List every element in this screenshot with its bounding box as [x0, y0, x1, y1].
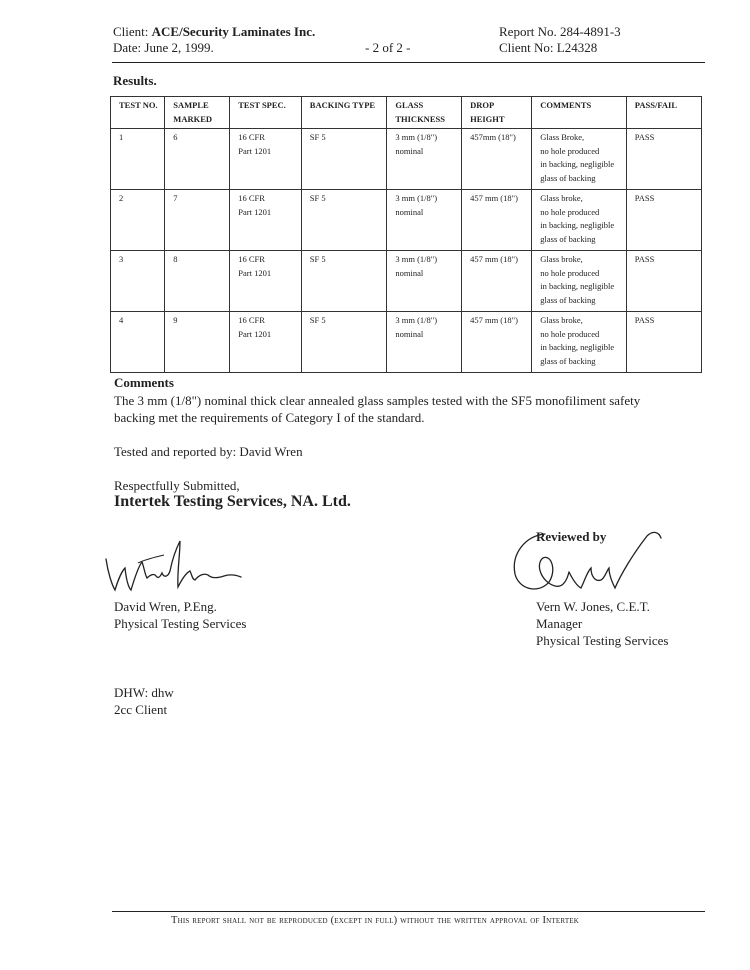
cell-text: nominal — [395, 328, 424, 339]
results-title: Results. — [113, 73, 157, 88]
column-header-text: MARKED — [173, 113, 213, 124]
page-number: - 2 of 2 - — [365, 40, 411, 55]
tested-by: Tested and reported by: David Wren — [114, 444, 303, 459]
cell-text: no hole produced — [540, 145, 600, 156]
client-label: Client: — [113, 24, 149, 39]
table-cell — [626, 190, 701, 251]
cc-line: 2cc Client — [114, 702, 168, 717]
cell-text: SF 5 — [309, 315, 326, 325]
column-header — [111, 97, 165, 129]
column-header — [462, 97, 532, 129]
cell-text: 4 — [119, 315, 124, 325]
respectfully-submitted: Respectfully Submitted, — [114, 478, 240, 493]
cell-text: 16 CFR — [238, 132, 265, 142]
right-signer-dept: Physical Testing Services — [536, 633, 669, 648]
table-cell — [165, 129, 230, 190]
cell-text: 16 CFR — [238, 254, 265, 264]
column-header — [626, 97, 701, 129]
cell-text: no hole produced — [540, 267, 600, 278]
comments-line-1: The 3 mm (1/8") nominal thick clear annealed glass samples tested with the SF5 monofiliment safety — [114, 393, 641, 408]
table-cell — [626, 129, 701, 190]
cell-text: 2 — [119, 193, 124, 203]
column-header-text: COMMENTS — [540, 100, 592, 110]
cell-text: 16 CFR — [238, 193, 265, 203]
cell-text: SF 5 — [309, 254, 326, 264]
results-body — [111, 129, 702, 373]
cell-text: glass of backing — [540, 233, 596, 244]
cell-text: Part 1201 — [238, 267, 272, 278]
table-cell — [230, 190, 302, 251]
table-cell — [387, 312, 462, 373]
cell-text: nominal — [395, 145, 424, 156]
cell-text: Part 1201 — [238, 206, 272, 217]
cell-text: in backing, negligible — [540, 220, 615, 230]
footer-rule — [112, 911, 705, 912]
table-cell — [532, 251, 627, 312]
table-cell — [532, 312, 627, 373]
table-cell — [111, 190, 165, 251]
cell-text: glass of backing — [540, 294, 596, 305]
column-header — [230, 97, 302, 129]
cell-text: nominal — [395, 267, 424, 278]
cell-text: glass of backing — [540, 172, 596, 183]
right-signer-title: Manager — [536, 616, 583, 631]
cell-text: 457 mm (18") — [470, 193, 518, 203]
cell-text: 3 mm (1/8") — [395, 193, 438, 203]
table-cell — [165, 190, 230, 251]
cell-text: Glass broke, — [540, 254, 583, 264]
cell-text: no hole produced — [540, 328, 600, 339]
cell-text: Part 1201 — [238, 328, 272, 339]
signature-david-wren — [98, 535, 248, 597]
cell-text: PASS — [634, 315, 655, 325]
cell-text: 3 mm (1/8") — [395, 315, 438, 325]
typist-initials: DHW: dhw — [114, 685, 174, 700]
cell-text: 457mm (18") — [470, 132, 516, 142]
table-cell — [387, 190, 462, 251]
table-cell — [230, 312, 302, 373]
column-header — [387, 97, 462, 129]
cell-text: nominal — [395, 206, 424, 217]
report-date: Date: June 2, 1999. — [113, 40, 214, 55]
column-header — [165, 97, 230, 129]
cell-text: SF 5 — [309, 132, 326, 142]
cell-text: PASS — [634, 132, 655, 142]
results-table — [110, 96, 702, 373]
cell-text: in backing, negligible — [540, 342, 615, 352]
table-cell — [626, 251, 701, 312]
table-row — [111, 312, 702, 373]
column-header-text: THICKNESS — [395, 113, 445, 124]
cell-text: Part 1201 — [238, 145, 272, 156]
column-header-text: DROP — [470, 100, 495, 110]
results-header-row — [111, 97, 702, 129]
table-cell — [301, 190, 387, 251]
table-cell — [532, 129, 627, 190]
cell-text: 16 CFR — [238, 315, 265, 325]
column-header-text: SAMPLE — [173, 100, 209, 110]
table-row — [111, 129, 702, 190]
table-row — [111, 251, 702, 312]
column-header-text: BACKING TYPE — [309, 100, 376, 110]
cell-text: SF 5 — [309, 193, 326, 203]
cell-text: 457 mm (18") — [470, 254, 518, 264]
table-row — [111, 190, 702, 251]
table-cell — [301, 251, 387, 312]
right-signer-name: Vern W. Jones, C.E.T. — [536, 599, 650, 614]
column-header-text: TEST SPEC. — [238, 100, 286, 110]
table-cell — [532, 190, 627, 251]
column-header-text: PASS/FAIL — [634, 100, 677, 110]
table-cell — [462, 190, 532, 251]
column-header — [532, 97, 627, 129]
table-cell — [165, 251, 230, 312]
cell-text: 9 — [173, 315, 178, 325]
cell-text: in backing, negligible — [540, 281, 615, 291]
table-cell — [111, 129, 165, 190]
cell-text: glass of backing — [540, 355, 596, 366]
table-cell — [230, 251, 302, 312]
cell-text: PASS — [634, 254, 655, 264]
table-cell — [165, 312, 230, 373]
cell-text: 1 — [119, 132, 124, 142]
left-signer-name: David Wren, P.Eng. — [114, 599, 217, 614]
footer-notice: This report shall not be reproduced (except in full) without the written approval of Intertek — [170, 915, 580, 926]
cell-text: 457 mm (18") — [470, 315, 518, 325]
cell-text: Glass broke, — [540, 193, 583, 203]
table-cell — [230, 129, 302, 190]
table-cell — [111, 312, 165, 373]
comments-line-2: backing met the requirements of Category I of the standard. — [114, 410, 425, 425]
cell-text: Glass Broke, — [540, 132, 585, 142]
company-name: Intertek Testing Services, NA. Ltd. — [114, 493, 351, 510]
cell-text: 3 — [119, 254, 124, 264]
table-cell — [462, 129, 532, 190]
cell-text: no hole produced — [540, 206, 600, 217]
table-cell — [462, 312, 532, 373]
cell-text: 6 — [173, 132, 178, 142]
left-signer-dept: Physical Testing Services — [114, 616, 247, 631]
cell-text: PASS — [634, 193, 655, 203]
table-cell — [387, 129, 462, 190]
client-number: Client No: L24328 — [499, 40, 598, 55]
cell-text: Glass broke, — [540, 315, 583, 325]
client-line — [113, 24, 315, 40]
cell-text: 7 — [173, 193, 178, 203]
table-cell — [111, 251, 165, 312]
reviewed-by: Reviewed by — [536, 529, 607, 544]
table-cell — [387, 251, 462, 312]
cell-text: 8 — [173, 254, 178, 264]
cell-text: 3 mm (1/8") — [395, 254, 438, 264]
report-number: Report No. 284-4891-3 — [499, 24, 621, 39]
comments-title: Comments — [114, 375, 174, 390]
column-header — [301, 97, 387, 129]
column-header-text: GLASS — [395, 100, 424, 110]
column-header-text: HEIGHT — [470, 113, 505, 124]
cell-text: in backing, negligible — [540, 159, 615, 169]
table-cell — [462, 251, 532, 312]
table-cell — [626, 312, 701, 373]
client-name: ACE/Security Laminates Inc. — [151, 24, 316, 39]
header-rule — [112, 62, 705, 63]
cell-text: 3 mm (1/8") — [395, 132, 438, 142]
table-cell — [301, 312, 387, 373]
table-cell — [301, 129, 387, 190]
column-header-text: TEST NO. — [119, 100, 158, 110]
